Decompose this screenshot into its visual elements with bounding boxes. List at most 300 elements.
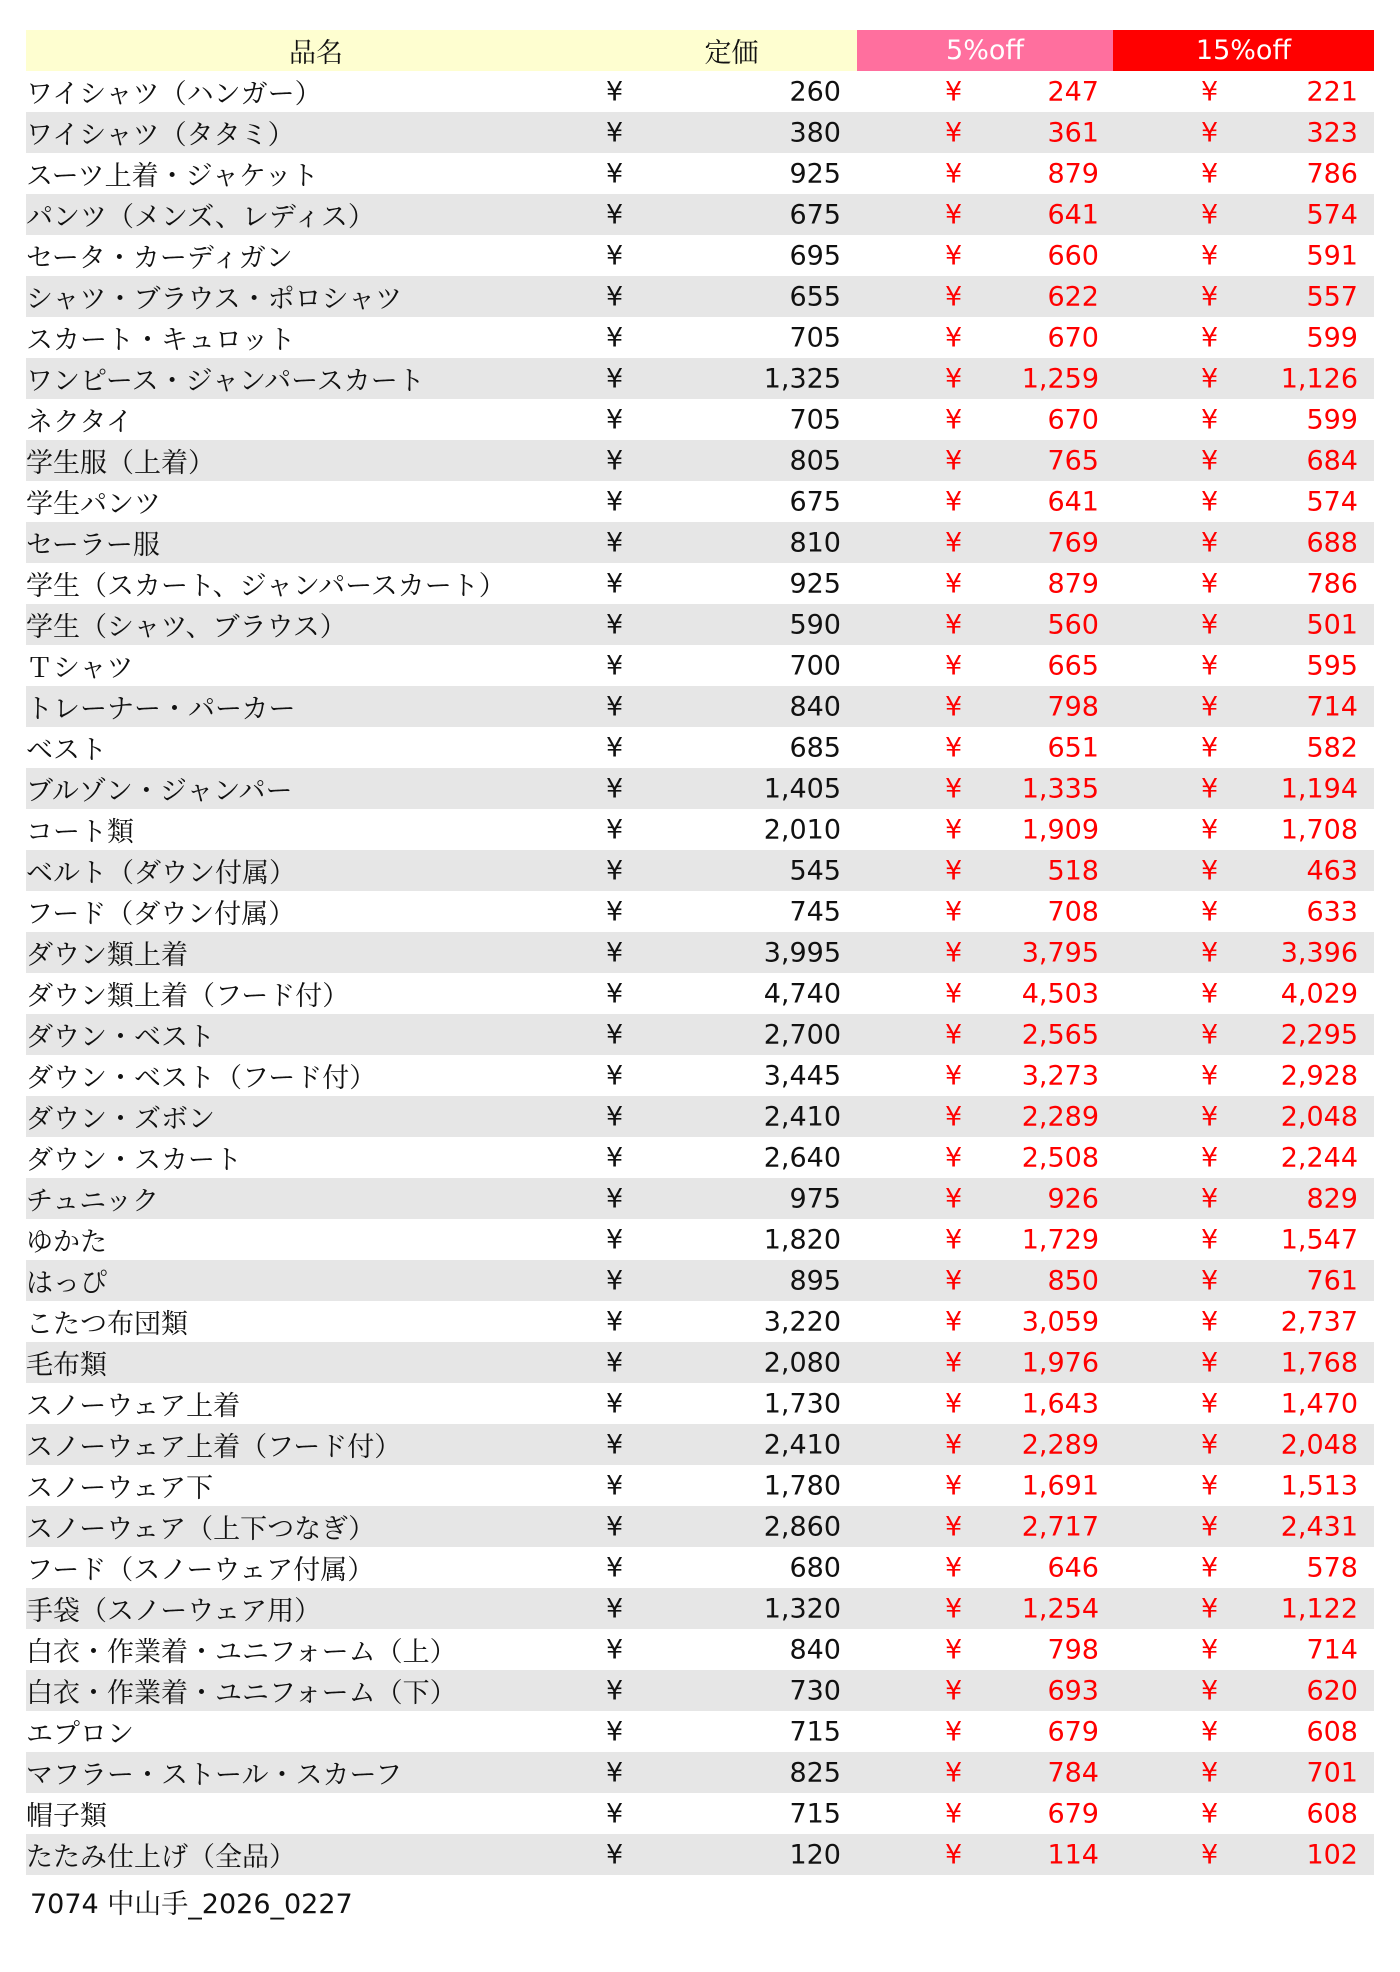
table-row xyxy=(26,522,1374,563)
table-row xyxy=(26,1260,1374,1301)
price-15-percent-off-cell xyxy=(1113,768,1374,809)
list-price-cell xyxy=(606,645,857,686)
currency-symbol: ¥ xyxy=(1201,937,1219,968)
table-row xyxy=(26,481,1374,522)
currency-symbol: ¥ xyxy=(606,486,624,517)
item-name: 白衣・作業着・ユニフォーム（下） xyxy=(26,1670,606,1711)
item-name: ベスト xyxy=(26,727,606,768)
price-15-percent-off-value: 829 xyxy=(1306,1183,1358,1214)
item-name: スカート・キュロット xyxy=(26,317,606,358)
list-price-cell xyxy=(606,1178,857,1219)
currency-symbol: ¥ xyxy=(606,937,624,968)
item-name: 白衣・作業着・ユニフォーム（上） xyxy=(26,1629,606,1670)
price-15-percent-off-cell xyxy=(1113,1055,1374,1096)
price-15-percent-off-cell xyxy=(1113,276,1374,317)
price-15-percent-off-cell xyxy=(1113,563,1374,604)
currency-symbol: ¥ xyxy=(945,199,963,230)
currency-symbol: ¥ xyxy=(1201,568,1219,599)
list-price-value: 590 xyxy=(789,609,841,640)
price-5-percent-off-cell xyxy=(857,1506,1113,1547)
table-row xyxy=(26,1506,1374,1547)
price-5-percent-off-cell xyxy=(857,850,1113,891)
item-name: ダウン・ベスト（フード付） xyxy=(26,1055,606,1096)
currency-symbol: ¥ xyxy=(1201,486,1219,517)
price-15-percent-off-cell xyxy=(1113,686,1374,727)
price-15-percent-off-cell xyxy=(1113,809,1374,850)
currency-symbol: ¥ xyxy=(1201,1388,1219,1419)
currency-symbol: ¥ xyxy=(945,1716,963,1747)
currency-symbol: ¥ xyxy=(945,1675,963,1706)
price-rows xyxy=(26,71,1374,1875)
currency-symbol: ¥ xyxy=(1201,322,1219,353)
item-name: ダウン・スカート xyxy=(26,1137,606,1178)
price-5-percent-off-value: 1,259 xyxy=(1021,363,1099,394)
list-price-cell xyxy=(606,399,857,440)
currency-symbol: ¥ xyxy=(606,1142,624,1173)
currency-symbol: ¥ xyxy=(606,363,624,394)
list-price-value: 705 xyxy=(789,322,841,353)
price-5-percent-off-value: 361 xyxy=(1047,117,1099,148)
list-price-value: 730 xyxy=(789,1675,841,1706)
list-price-value: 2,410 xyxy=(763,1429,841,1460)
price-5-percent-off-cell xyxy=(857,932,1113,973)
price-15-percent-off-value: 786 xyxy=(1306,158,1358,189)
price-5-percent-off-value: 679 xyxy=(1047,1716,1099,1747)
price-5-percent-off-value: 646 xyxy=(1047,1552,1099,1583)
table-row xyxy=(26,1547,1374,1588)
price-15-percent-off-cell xyxy=(1113,71,1374,112)
list-price-value: 3,220 xyxy=(763,1306,841,1337)
currency-symbol: ¥ xyxy=(945,1142,963,1173)
price-15-percent-off-cell xyxy=(1113,317,1374,358)
currency-symbol: ¥ xyxy=(606,568,624,599)
item-name: ダウン類上着（フード付） xyxy=(26,973,606,1014)
price-5-percent-off-cell xyxy=(857,235,1113,276)
list-price-cell xyxy=(606,317,857,358)
item-name: 学生パンツ xyxy=(26,481,606,522)
list-price-cell xyxy=(606,235,857,276)
price-15-percent-off-cell xyxy=(1113,1752,1374,1793)
price-15-percent-off-value: 463 xyxy=(1306,855,1358,886)
table-row xyxy=(26,276,1374,317)
price-15-percent-off-cell xyxy=(1113,1424,1374,1465)
item-name: 学生（シャツ、ブラウス） xyxy=(26,604,606,645)
currency-symbol: ¥ xyxy=(1201,281,1219,312)
currency-symbol: ¥ xyxy=(1201,1347,1219,1378)
currency-symbol: ¥ xyxy=(945,1470,963,1501)
price-5-percent-off-cell xyxy=(857,1834,1113,1875)
currency-symbol: ¥ xyxy=(606,650,624,681)
list-price-cell xyxy=(606,686,857,727)
price-15-percent-off-value: 591 xyxy=(1306,240,1358,271)
table-row xyxy=(26,973,1374,1014)
price-15-percent-off-cell xyxy=(1113,1301,1374,1342)
currency-symbol: ¥ xyxy=(945,1388,963,1419)
item-name: ブルゾン・ジャンパー xyxy=(26,768,606,809)
currency-symbol: ¥ xyxy=(606,1224,624,1255)
currency-symbol: ¥ xyxy=(1201,650,1219,681)
item-name: パンツ（メンズ、レディス） xyxy=(26,194,606,235)
currency-symbol: ¥ xyxy=(945,1019,963,1050)
list-price-value: 745 xyxy=(789,896,841,927)
currency-symbol: ¥ xyxy=(606,1839,624,1870)
currency-symbol: ¥ xyxy=(945,732,963,763)
table-row xyxy=(26,1383,1374,1424)
price-15-percent-off-cell xyxy=(1113,522,1374,563)
list-price-cell xyxy=(606,1260,857,1301)
price-5-percent-off-value: 879 xyxy=(1047,568,1099,599)
currency-symbol: ¥ xyxy=(945,650,963,681)
price-15-percent-off-value: 2,048 xyxy=(1280,1101,1358,1132)
table-row xyxy=(26,1752,1374,1793)
list-price-cell xyxy=(606,1096,857,1137)
price-5-percent-off-cell xyxy=(857,891,1113,932)
item-name: 毛布類 xyxy=(26,1342,606,1383)
price-15-percent-off-value: 608 xyxy=(1306,1798,1358,1829)
currency-symbol: ¥ xyxy=(1201,1593,1219,1624)
currency-symbol: ¥ xyxy=(1201,199,1219,230)
price-5-percent-off-value: 114 xyxy=(1047,1839,1099,1870)
currency-symbol: ¥ xyxy=(1201,691,1219,722)
currency-symbol: ¥ xyxy=(606,1470,624,1501)
currency-symbol: ¥ xyxy=(1201,363,1219,394)
currency-symbol: ¥ xyxy=(945,76,963,107)
currency-symbol: ¥ xyxy=(1201,1470,1219,1501)
currency-symbol: ¥ xyxy=(945,404,963,435)
price-15-percent-off-cell xyxy=(1113,1342,1374,1383)
list-price-cell xyxy=(606,1055,857,1096)
header-name: 品名 xyxy=(26,30,606,71)
price-15-percent-off-value: 574 xyxy=(1306,199,1358,230)
currency-symbol: ¥ xyxy=(945,814,963,845)
currency-symbol: ¥ xyxy=(606,158,624,189)
item-name: ダウン類上着 xyxy=(26,932,606,973)
price-15-percent-off-cell xyxy=(1113,235,1374,276)
header-price: 定価 xyxy=(606,30,857,71)
currency-symbol: ¥ xyxy=(945,937,963,968)
price-5-percent-off-cell xyxy=(857,1014,1113,1055)
table-row xyxy=(26,1096,1374,1137)
price-5-percent-off-cell xyxy=(857,317,1113,358)
price-15-percent-off-value: 4,029 xyxy=(1280,978,1358,1009)
price-15-percent-off-value: 578 xyxy=(1306,1552,1358,1583)
item-name: フード（スノーウェア付属） xyxy=(26,1547,606,1588)
price-list-sheet xyxy=(26,30,1374,1875)
price-5-percent-off-cell xyxy=(857,399,1113,440)
currency-symbol: ¥ xyxy=(1201,1019,1219,1050)
price-15-percent-off-cell xyxy=(1113,1506,1374,1547)
list-price-cell xyxy=(606,563,857,604)
currency-symbol: ¥ xyxy=(1201,527,1219,558)
price-15-percent-off-cell xyxy=(1113,1465,1374,1506)
price-5-percent-off-cell xyxy=(857,1383,1113,1424)
price-15-percent-off-cell xyxy=(1113,112,1374,153)
currency-symbol: ¥ xyxy=(606,691,624,722)
table-row xyxy=(26,235,1374,276)
price-5-percent-off-value: 693 xyxy=(1047,1675,1099,1706)
table-row xyxy=(26,317,1374,358)
price-15-percent-off-value: 1,470 xyxy=(1280,1388,1358,1419)
currency-symbol: ¥ xyxy=(945,1183,963,1214)
price-5-percent-off-cell xyxy=(857,768,1113,809)
table-row xyxy=(26,71,1374,112)
item-name: チュニック xyxy=(26,1178,606,1219)
list-price-cell xyxy=(606,809,857,850)
list-price-value: 4,740 xyxy=(763,978,841,1009)
price-5-percent-off-value: 1,691 xyxy=(1021,1470,1099,1501)
price-table xyxy=(26,30,1374,1875)
price-15-percent-off-value: 1,708 xyxy=(1280,814,1358,845)
price-15-percent-off-value: 595 xyxy=(1306,650,1358,681)
price-5-percent-off-value: 1,729 xyxy=(1021,1224,1099,1255)
item-name: 学生服（上着） xyxy=(26,440,606,481)
price-5-percent-off-value: 4,503 xyxy=(1021,978,1099,1009)
currency-symbol: ¥ xyxy=(945,1101,963,1132)
item-name: ダウン・ズボン xyxy=(26,1096,606,1137)
price-15-percent-off-cell xyxy=(1113,194,1374,235)
list-price-value: 700 xyxy=(789,650,841,681)
price-5-percent-off-value: 3,795 xyxy=(1021,937,1099,968)
list-price-value: 680 xyxy=(789,1552,841,1583)
price-15-percent-off-value: 688 xyxy=(1306,527,1358,558)
price-15-percent-off-value: 574 xyxy=(1306,486,1358,517)
table-row xyxy=(26,604,1374,645)
currency-symbol: ¥ xyxy=(606,1347,624,1378)
currency-symbol: ¥ xyxy=(945,527,963,558)
list-price-cell xyxy=(606,481,857,522)
list-price-cell xyxy=(606,604,857,645)
currency-symbol: ¥ xyxy=(945,1552,963,1583)
currency-symbol: ¥ xyxy=(1201,855,1219,886)
header-15-percent-off: 15%off xyxy=(1113,30,1374,71)
price-5-percent-off-value: 660 xyxy=(1047,240,1099,271)
currency-symbol: ¥ xyxy=(945,117,963,148)
list-price-cell xyxy=(606,1834,857,1875)
price-15-percent-off-value: 2,431 xyxy=(1280,1511,1358,1542)
item-name: ダウン・ベスト xyxy=(26,1014,606,1055)
price-15-percent-off-value: 2,737 xyxy=(1280,1306,1358,1337)
table-row xyxy=(26,645,1374,686)
item-name: ワイシャツ（ハンガー） xyxy=(26,71,606,112)
currency-symbol: ¥ xyxy=(945,1511,963,1542)
currency-symbol: ¥ xyxy=(606,527,624,558)
currency-symbol: ¥ xyxy=(1201,1552,1219,1583)
list-price-value: 715 xyxy=(789,1716,841,1747)
currency-symbol: ¥ xyxy=(945,240,963,271)
list-price-value: 840 xyxy=(789,691,841,722)
price-15-percent-off-cell xyxy=(1113,1014,1374,1055)
currency-symbol: ¥ xyxy=(606,773,624,804)
currency-symbol: ¥ xyxy=(606,1593,624,1624)
currency-symbol: ¥ xyxy=(606,1675,624,1706)
currency-symbol: ¥ xyxy=(1201,978,1219,1009)
currency-symbol: ¥ xyxy=(606,1798,624,1829)
price-5-percent-off-cell xyxy=(857,1711,1113,1752)
currency-symbol: ¥ xyxy=(945,445,963,476)
price-15-percent-off-cell xyxy=(1113,153,1374,194)
list-price-value: 3,995 xyxy=(763,937,841,968)
price-15-percent-off-cell xyxy=(1113,1711,1374,1752)
price-5-percent-off-cell xyxy=(857,1588,1113,1629)
table-row xyxy=(26,440,1374,481)
item-name: スーツ上着・ジャケット xyxy=(26,153,606,194)
currency-symbol: ¥ xyxy=(606,1552,624,1583)
currency-symbol: ¥ xyxy=(606,732,624,763)
currency-symbol: ¥ xyxy=(945,1429,963,1460)
table-row xyxy=(26,1629,1374,1670)
list-price-value: 675 xyxy=(789,199,841,230)
item-name: ワンピース・ジャンパースカート xyxy=(26,358,606,399)
currency-symbol: ¥ xyxy=(606,1716,624,1747)
list-price-value: 1,320 xyxy=(763,1593,841,1624)
currency-symbol: ¥ xyxy=(606,978,624,1009)
list-price-cell xyxy=(606,153,857,194)
price-15-percent-off-value: 608 xyxy=(1306,1716,1358,1747)
table-row xyxy=(26,194,1374,235)
list-price-cell xyxy=(606,1014,857,1055)
currency-symbol: ¥ xyxy=(1201,1839,1219,1870)
currency-symbol: ¥ xyxy=(606,1511,624,1542)
currency-symbol: ¥ xyxy=(606,609,624,640)
list-price-cell xyxy=(606,891,857,932)
list-price-cell xyxy=(606,1301,857,1342)
currency-symbol: ¥ xyxy=(606,240,624,271)
currency-symbol: ¥ xyxy=(945,1839,963,1870)
table-row xyxy=(26,1301,1374,1342)
price-5-percent-off-cell xyxy=(857,1424,1113,1465)
price-15-percent-off-cell xyxy=(1113,932,1374,973)
currency-symbol: ¥ xyxy=(1201,1429,1219,1460)
price-5-percent-off-value: 679 xyxy=(1047,1798,1099,1829)
item-name: トレーナー・パーカー xyxy=(26,686,606,727)
list-price-cell xyxy=(606,1219,857,1260)
price-5-percent-off-cell xyxy=(857,276,1113,317)
currency-symbol: ¥ xyxy=(606,1429,624,1460)
price-5-percent-off-value: 622 xyxy=(1047,281,1099,312)
price-15-percent-off-value: 1,768 xyxy=(1280,1347,1358,1378)
currency-symbol: ¥ xyxy=(606,445,624,476)
currency-symbol: ¥ xyxy=(1201,158,1219,189)
currency-symbol: ¥ xyxy=(606,855,624,886)
price-15-percent-off-cell xyxy=(1113,604,1374,645)
currency-symbol: ¥ xyxy=(606,1019,624,1050)
currency-symbol: ¥ xyxy=(1201,1798,1219,1829)
item-name: シャツ・ブラウス・ポロシャツ xyxy=(26,276,606,317)
price-15-percent-off-value: 2,048 xyxy=(1280,1429,1358,1460)
price-15-percent-off-cell xyxy=(1113,1834,1374,1875)
table-row xyxy=(26,1588,1374,1629)
price-15-percent-off-value: 1,513 xyxy=(1280,1470,1358,1501)
table-row xyxy=(26,1670,1374,1711)
currency-symbol: ¥ xyxy=(945,486,963,517)
list-price-cell xyxy=(606,112,857,153)
list-price-cell xyxy=(606,194,857,235)
currency-symbol: ¥ xyxy=(1201,732,1219,763)
price-5-percent-off-cell xyxy=(857,1137,1113,1178)
list-price-cell xyxy=(606,1629,857,1670)
list-price-value: 1,820 xyxy=(763,1224,841,1255)
price-15-percent-off-value: 786 xyxy=(1306,568,1358,599)
currency-symbol: ¥ xyxy=(945,609,963,640)
price-5-percent-off-value: 2,508 xyxy=(1021,1142,1099,1173)
table-row xyxy=(26,850,1374,891)
list-price-value: 2,860 xyxy=(763,1511,841,1542)
currency-symbol: ¥ xyxy=(945,896,963,927)
currency-symbol: ¥ xyxy=(945,855,963,886)
table-row xyxy=(26,768,1374,809)
price-15-percent-off-cell xyxy=(1113,481,1374,522)
price-15-percent-off-cell xyxy=(1113,1096,1374,1137)
price-5-percent-off-value: 2,565 xyxy=(1021,1019,1099,1050)
price-5-percent-off-cell xyxy=(857,1465,1113,1506)
list-price-value: 805 xyxy=(789,445,841,476)
list-price-value: 2,640 xyxy=(763,1142,841,1173)
price-5-percent-off-value: 850 xyxy=(1047,1265,1099,1296)
header-row xyxy=(26,30,1374,71)
price-5-percent-off-value: 879 xyxy=(1047,158,1099,189)
price-15-percent-off-value: 684 xyxy=(1306,445,1358,476)
price-5-percent-off-value: 926 xyxy=(1047,1183,1099,1214)
currency-symbol: ¥ xyxy=(1201,1511,1219,1542)
price-15-percent-off-value: 102 xyxy=(1306,1839,1358,1870)
currency-symbol: ¥ xyxy=(1201,1675,1219,1706)
table-row xyxy=(26,1793,1374,1834)
price-5-percent-off-cell xyxy=(857,1342,1113,1383)
list-price-cell xyxy=(606,1342,857,1383)
currency-symbol: ¥ xyxy=(606,199,624,230)
list-price-cell xyxy=(606,71,857,112)
item-name: エプロン xyxy=(26,1711,606,1752)
currency-symbol: ¥ xyxy=(1201,117,1219,148)
table-row xyxy=(26,727,1374,768)
price-5-percent-off-cell xyxy=(857,71,1113,112)
table-row xyxy=(26,932,1374,973)
price-15-percent-off-value: 714 xyxy=(1306,691,1358,722)
table-row xyxy=(26,563,1374,604)
list-price-value: 895 xyxy=(789,1265,841,1296)
price-15-percent-off-value: 221 xyxy=(1306,76,1358,107)
currency-symbol: ¥ xyxy=(1201,1060,1219,1091)
item-name: ネクタイ xyxy=(26,399,606,440)
list-price-value: 2,080 xyxy=(763,1347,841,1378)
currency-symbol: ¥ xyxy=(945,281,963,312)
price-5-percent-off-value: 1,643 xyxy=(1021,1388,1099,1419)
price-5-percent-off-cell xyxy=(857,440,1113,481)
currency-symbol: ¥ xyxy=(945,978,963,1009)
item-name: はっぴ xyxy=(26,1260,606,1301)
table-row xyxy=(26,1055,1374,1096)
item-name: こたつ布団類 xyxy=(26,1301,606,1342)
currency-symbol: ¥ xyxy=(945,158,963,189)
price-15-percent-off-value: 1,126 xyxy=(1280,363,1358,394)
price-5-percent-off-value: 798 xyxy=(1047,1634,1099,1665)
price-15-percent-off-value: 714 xyxy=(1306,1634,1358,1665)
list-price-cell xyxy=(606,850,857,891)
list-price-cell xyxy=(606,1424,857,1465)
table-row xyxy=(26,891,1374,932)
currency-symbol: ¥ xyxy=(945,1757,963,1788)
price-5-percent-off-value: 670 xyxy=(1047,404,1099,435)
list-price-value: 2,410 xyxy=(763,1101,841,1132)
currency-symbol: ¥ xyxy=(1201,445,1219,476)
table-row xyxy=(26,1834,1374,1875)
price-5-percent-off-cell xyxy=(857,1096,1113,1137)
currency-symbol: ¥ xyxy=(1201,1265,1219,1296)
item-name: ワイシャツ（タタミ） xyxy=(26,112,606,153)
currency-symbol: ¥ xyxy=(945,322,963,353)
list-price-value: 545 xyxy=(789,855,841,886)
price-5-percent-off-cell xyxy=(857,809,1113,850)
